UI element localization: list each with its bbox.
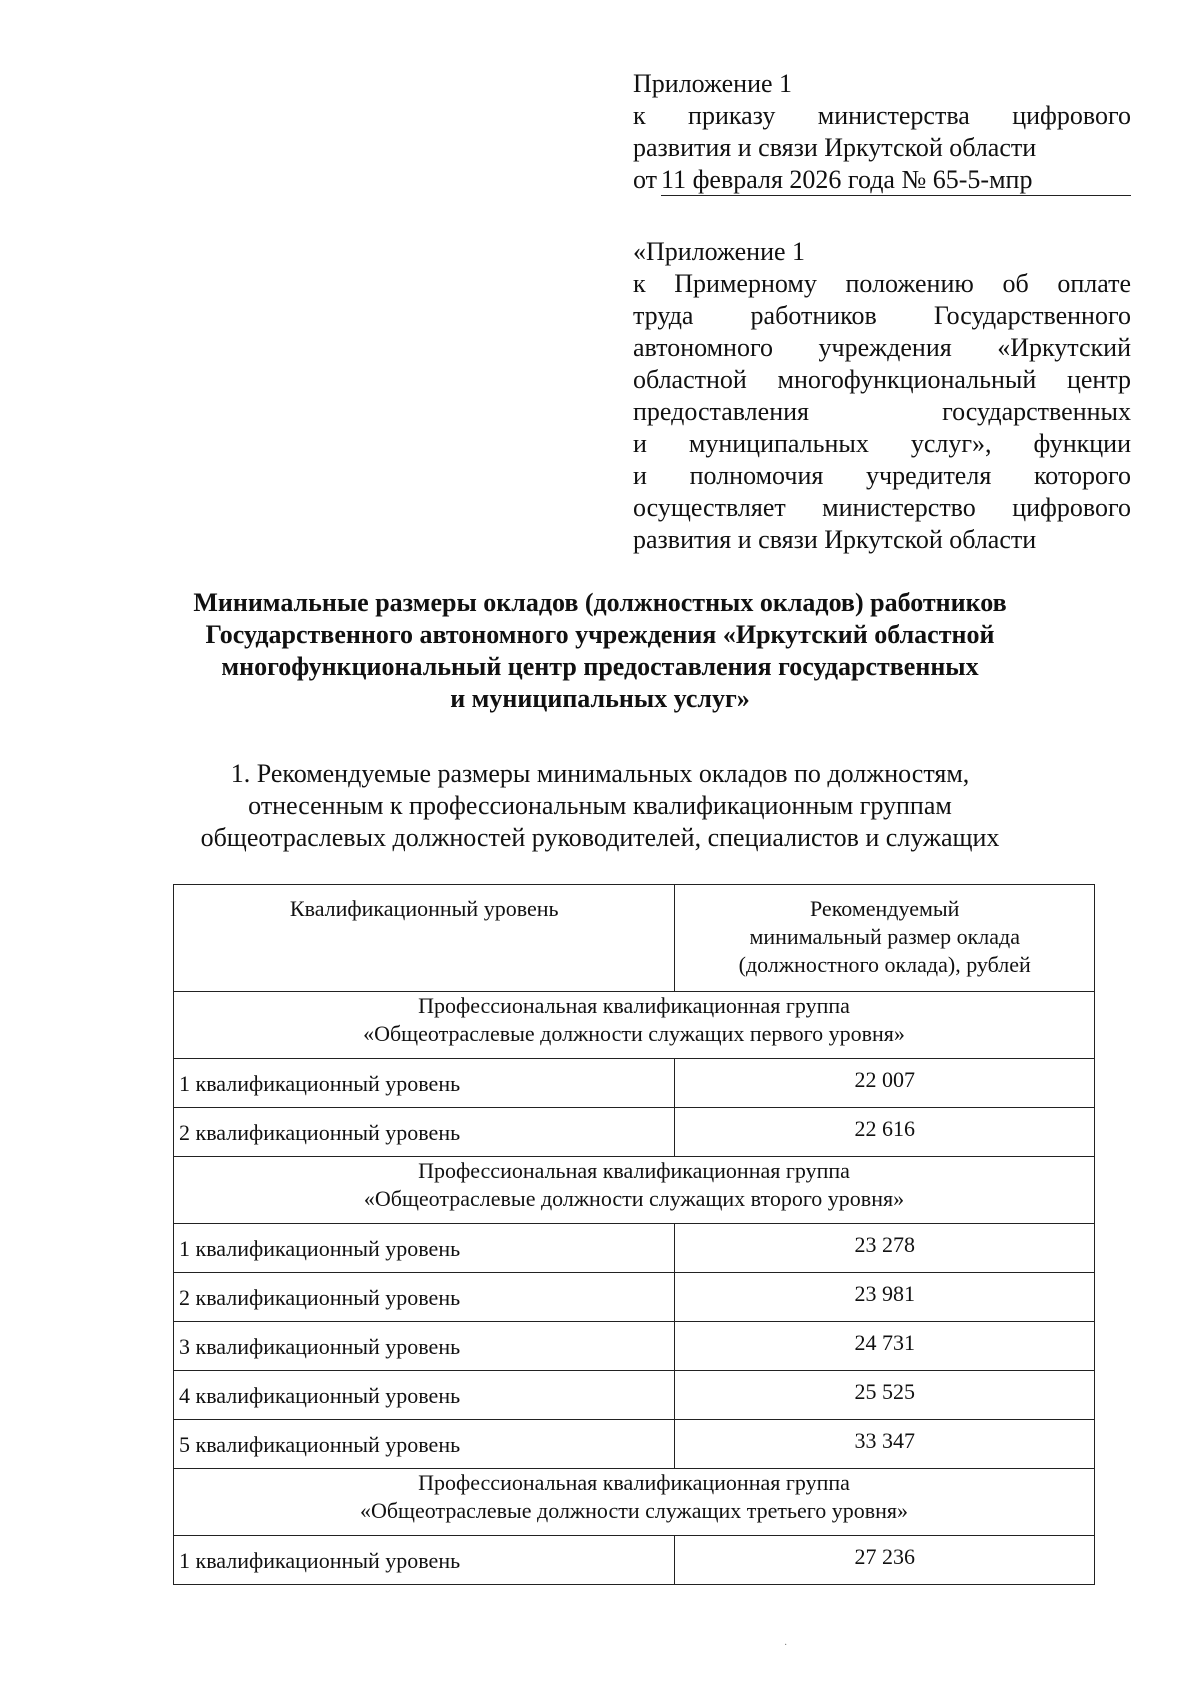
appendix-regulation-line: осуществляет министерство цифрового (633, 493, 1131, 522)
group-heading-line: «Общеотраслевые должности служащих первого уровня» (363, 1021, 905, 1046)
appendix-order-block (633, 68, 1131, 196)
group-heading-line: «Общеотраслевые должности служащих второго уровня» (363, 1186, 905, 1211)
appendix-regulation-line: к Примерному положению об оплате (633, 269, 1131, 298)
section-heading-line: общеотраслевых должностей руководителей, специалистов и служащих (200, 823, 1000, 852)
title-line: Минимальные размеры окладов (должностных окладов) работников (193, 588, 1007, 617)
title-line: многофункциональный центр предоставления государственных (221, 652, 979, 681)
header-min-salary-line: минимальный размер оклада (749, 924, 1020, 949)
level-cell: 2 квалификационный уровень (174, 1108, 675, 1157)
group-heading-line: Профессиональная квалификационная группа (418, 1158, 850, 1183)
header-min-salary-line: Рекомендуемый (809, 896, 960, 921)
salary-cell: 23 278 (675, 1224, 1095, 1273)
salary-cell: 24 731 (675, 1322, 1095, 1371)
table-group-row (174, 992, 1095, 1059)
salary-cell: 33 347 (675, 1420, 1095, 1469)
table-row (174, 1322, 1095, 1371)
title-line: и муниципальных услуг» (450, 684, 750, 713)
level-cell: 2 квалификационный уровень (174, 1273, 675, 1322)
order-date-prefix: от (633, 165, 658, 194)
group-heading-line: Профессиональная квалификационная группа (418, 1470, 850, 1495)
salary-cell: 22 616 (675, 1108, 1095, 1157)
level-cell: 1 квалификационный уровень (174, 1059, 675, 1108)
table-row (174, 1536, 1095, 1585)
section-heading (150, 758, 1050, 854)
title-line: Государственного автономного учреждения «Иркутский областной (205, 620, 995, 649)
appendix-regulation-line: автономного учреждения «Иркутский (633, 333, 1131, 362)
order-date-line (633, 164, 1131, 196)
group-heading-line: Профессиональная квалификационная группа (418, 993, 850, 1018)
group-heading (174, 992, 1095, 1059)
salary-cell: 27 236 (675, 1536, 1095, 1585)
appendix-regulation-line: и муниципальных услуг», функции (633, 429, 1131, 458)
header-min-salary (675, 885, 1095, 992)
salary-table (173, 884, 1095, 1585)
level-cell: 4 квалификационный уровень (174, 1371, 675, 1420)
document-title (150, 587, 1050, 715)
appendix-regulation-line: развития и связи Иркутской области (633, 525, 1037, 554)
level-cell: 3 квалификационный уровень (174, 1322, 675, 1371)
table-row (174, 1273, 1095, 1322)
header-qualification-level: Квалификационный уровень (174, 885, 675, 992)
table-row (174, 1371, 1095, 1420)
appendix-order-line: Приложение 1 (633, 69, 793, 98)
order-date-value: 11 февраля 2026 года № 65-5-мпр (661, 165, 1131, 196)
appendix-regulation-line: предоставления государственных (633, 397, 1131, 426)
appendix-regulation-line: областной многофункциональный центр (633, 365, 1131, 394)
table-row (174, 1059, 1095, 1108)
table-row (174, 1420, 1095, 1469)
table-group-row (174, 1469, 1095, 1536)
appendix-order-line: развития и связи Иркутской области (633, 133, 1037, 162)
appendix-regulation-line: «Приложение 1 (633, 237, 806, 266)
level-cell: 5 квалификационный уровень (174, 1420, 675, 1469)
table-header-row (174, 885, 1095, 992)
group-heading-line: «Общеотраслевые должности служащих третьего уровня» (359, 1498, 909, 1523)
group-heading (174, 1157, 1095, 1224)
level-cell: 1 квалификационный уровень (174, 1224, 675, 1273)
salary-cell: 22 007 (675, 1059, 1095, 1108)
section-heading-line: 1. Рекомендуемые размеры минимальных окладов по должностям, (230, 759, 970, 788)
appendix-regulation-block (633, 236, 1131, 556)
group-heading (174, 1469, 1095, 1536)
table-row (174, 1108, 1095, 1157)
appendix-regulation-line: и полномочия учредителя которого (633, 461, 1131, 490)
level-cell: 1 квалификационный уровень (174, 1536, 675, 1585)
table-row (174, 1224, 1095, 1273)
section-heading-line: отнесенным к профессиональным квалификационным группам (248, 791, 952, 820)
salary-cell: 25 525 (675, 1371, 1095, 1420)
scan-speck: · (784, 1640, 788, 1651)
appendix-order-line: к приказу министерства цифрового (633, 101, 1131, 130)
appendix-regulation-line: труда работников Государственного (633, 301, 1131, 330)
header-min-salary-line: (должностного оклада), рублей (738, 952, 1031, 977)
table-group-row (174, 1157, 1095, 1224)
salary-cell: 23 981 (675, 1273, 1095, 1322)
